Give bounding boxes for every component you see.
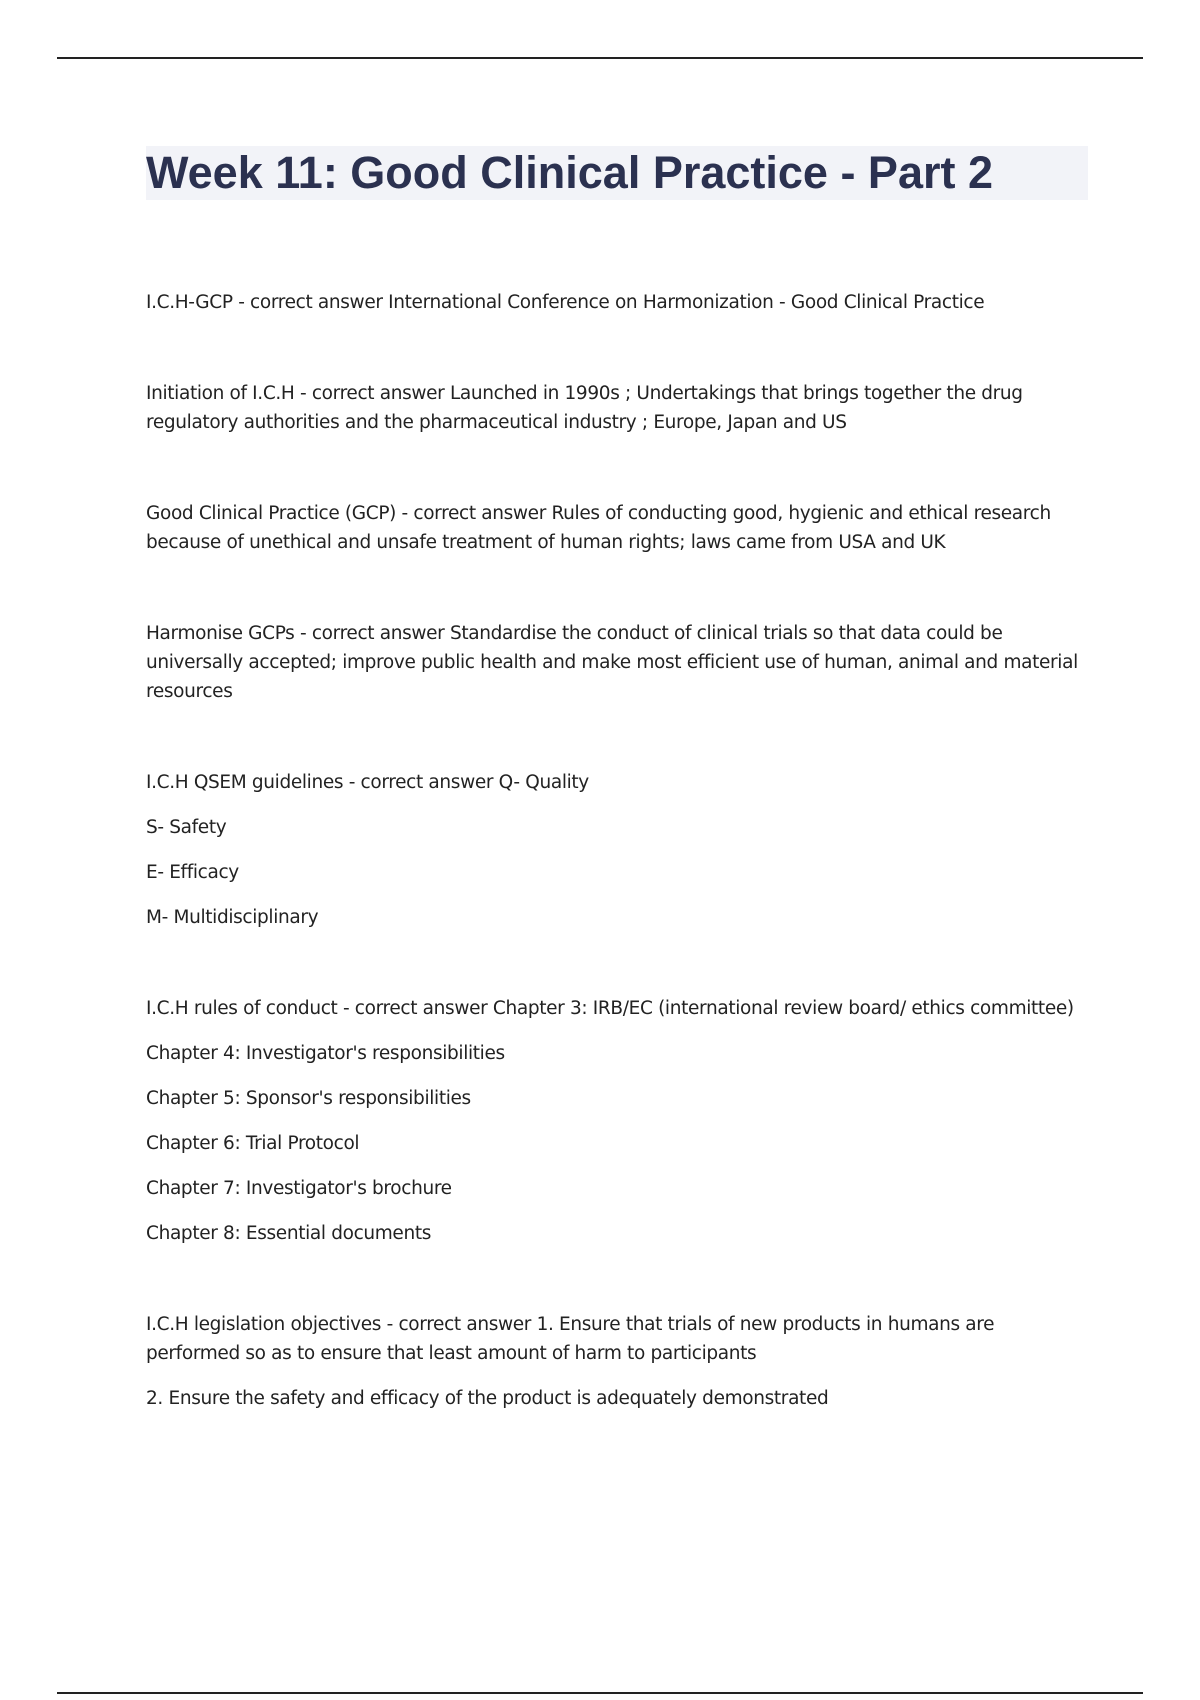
entry-text: Initiation of I.C.H - correct answer Launched in 1990s ; Undertakings that brings together the drug regulatory authorities and the pharmaceutical industry ; Europe, Japan and US <box>146 383 1023 433</box>
entry-text: I.C.H legislation objectives - correct answer 1. Ensure that trials of new products in humans are performed so as to ensure that least amount of harm to participants <box>146 1314 995 1364</box>
entry-line: 2. Ensure the safety and efficacy of the product is adequately demonstrated <box>146 1388 829 1409</box>
flashcard-entry <box>146 499 1090 557</box>
title-banner <box>146 146 1088 200</box>
entry-line: Chapter 4: Investigator's responsibilities <box>146 1043 505 1064</box>
entry-line: S- Safety <box>146 817 227 838</box>
entry-line: E- Efficacy <box>146 862 239 883</box>
entry-text: Good Clinical Practice (GCP) - correct answer Rules of conducting good, hygienic and ethical research because of unethical and unsafe treatment of human rights; laws came from USA and UK <box>146 503 1051 553</box>
entry-text: I.C.H rules of conduct - correct answer Chapter 3: IRB/EC (international review board/ ethics committee) <box>146 998 1074 1019</box>
flashcard-entry <box>146 1310 1090 1413</box>
flashcard-list <box>146 288 1090 1413</box>
flashcard-entry <box>146 288 1090 317</box>
entry-text: Harmonise GCPs - correct answer Standardise the conduct of clinical trials so that data could be universally accepted; improve public health and make most efficient use of human, animal and material resources <box>146 623 1078 702</box>
document-title: Week 11: Good Clinical Practice - Part 2 <box>146 147 994 198</box>
entry-line: Chapter 6: Trial Protocol <box>146 1133 360 1154</box>
document-page <box>146 146 1090 1475</box>
entry-text: I.C.H QSEM guidelines - correct answer Q- Quality <box>146 772 589 793</box>
flashcard-entry <box>146 379 1090 437</box>
entry-line: Chapter 5: Sponsor's responsibilities <box>146 1088 471 1109</box>
entry-line: Chapter 7: Investigator's brochure <box>146 1178 452 1199</box>
flashcard-entry <box>146 619 1090 706</box>
header-rule <box>57 57 1143 59</box>
entry-text: I.C.H-GCP - correct answer International Conference on Harmonization - Good Clinical Practice <box>146 292 985 313</box>
flashcard-entry <box>146 994 1090 1248</box>
footer-rule <box>57 1692 1143 1694</box>
entry-line: M- Multidisciplinary <box>146 907 319 928</box>
flashcard-entry <box>146 768 1090 932</box>
entry-line: Chapter 8: Essential documents <box>146 1223 432 1244</box>
